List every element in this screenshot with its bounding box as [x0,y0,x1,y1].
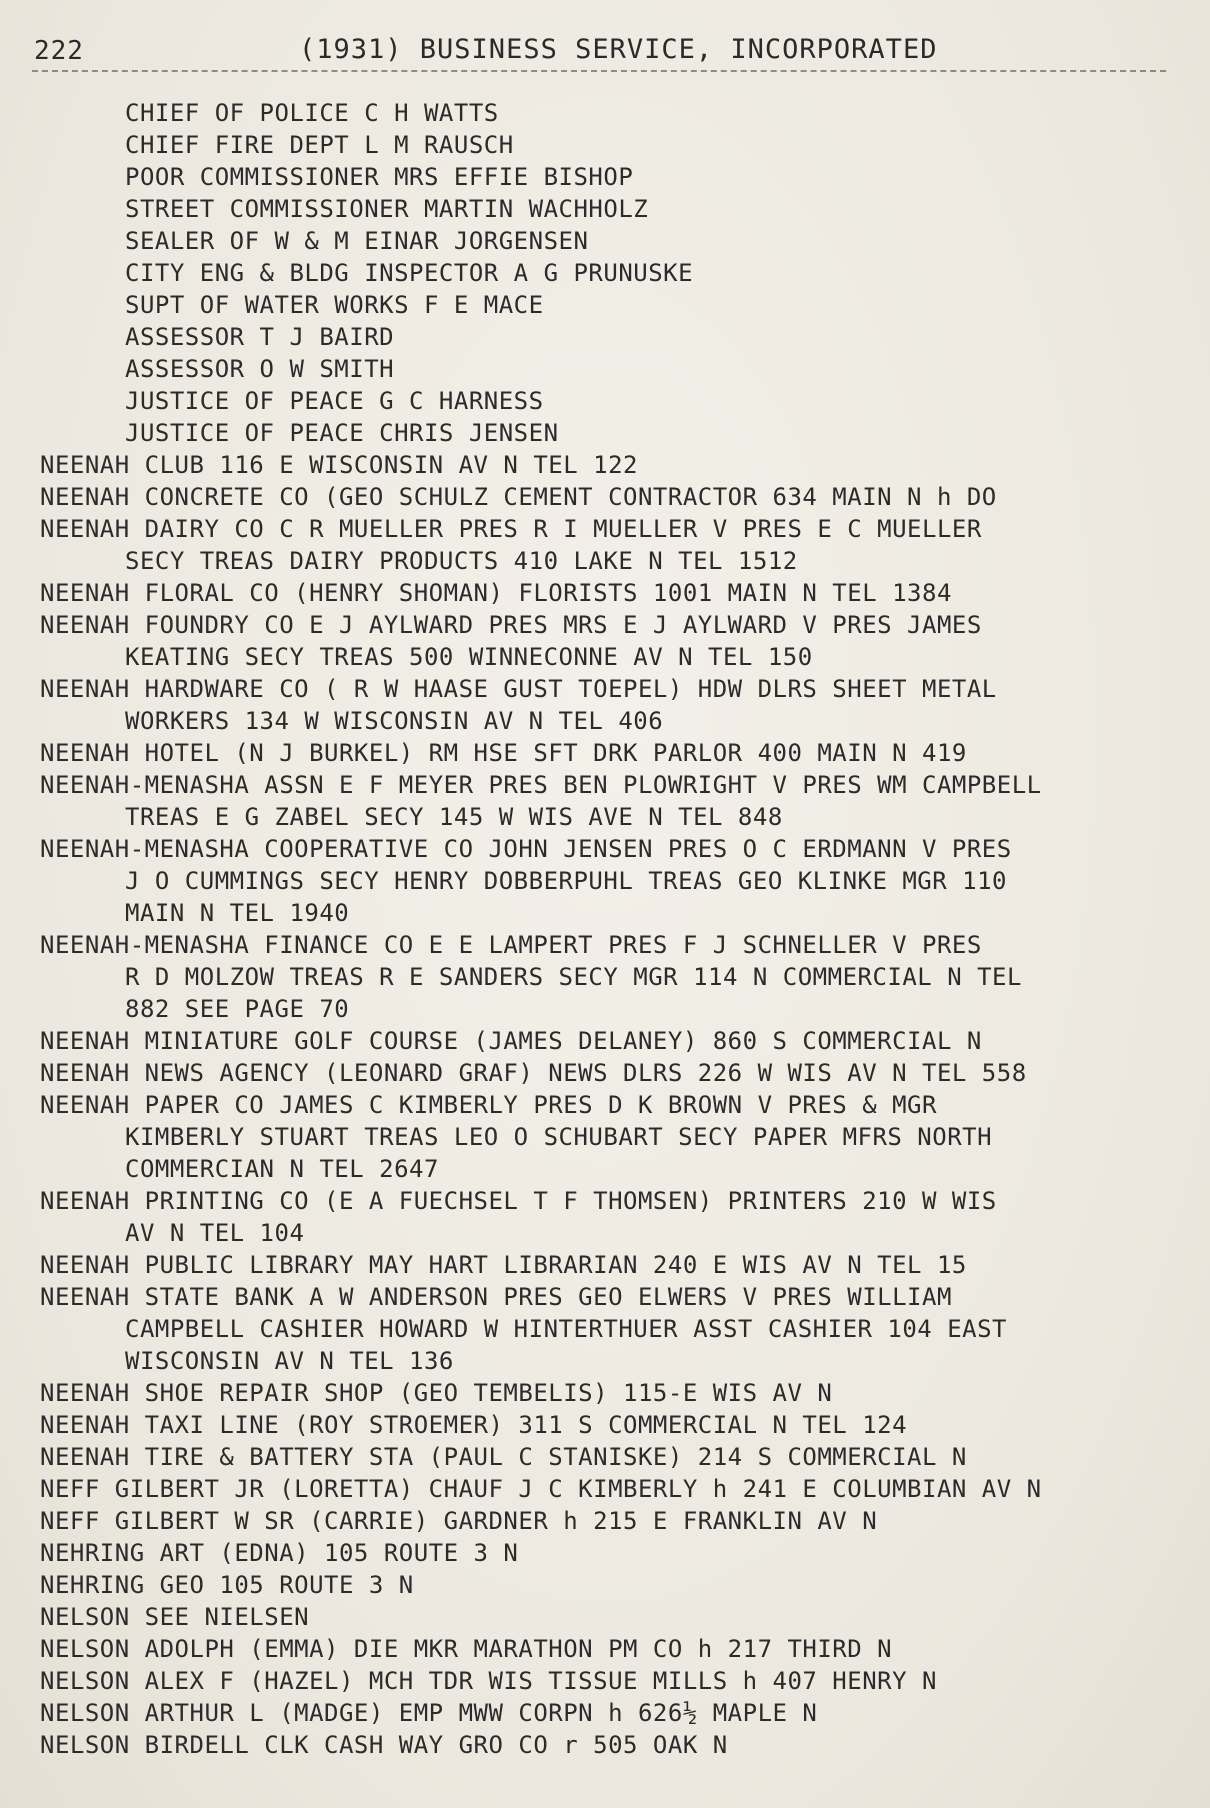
directory-entry-line: NEENAH NEWS AGENCY (LEONARD GRAF) NEWS DLRS 226 W WIS AV N TEL 558 [40,1059,1027,1087]
directory-continuation-line: MAIN N TEL 1940 [125,899,350,927]
directory-continuation-line: ASSESSOR T J BAIRD [125,323,395,351]
directory-entry-line: NEHRING ART (EDNA) 105 ROUTE 3 N [40,1539,519,1567]
directory-continuation-line: JUSTICE OF PEACE CHRIS JENSEN [125,419,559,447]
directory-entry-line: NEENAH MINIATURE GOLF COURSE (JAMES DELANEY) 860 S COMMERCIAL N [40,1027,982,1055]
directory-entry-line: NELSON ADOLPH (EMMA) DIE MKR MARATHON PM CO h 217 THIRD N [40,1635,893,1663]
directory-entry-line: NELSON SEE NIELSEN [40,1603,310,1631]
directory-entry-line: NEENAH-MENASHA FINANCE CO E E LAMPERT PRES F J SCHNELLER V PRES [40,931,982,959]
directory-entry-line: NELSON ARTHUR L (MADGE) EMP MWW CORPN h 626½ MAPLE N [40,1699,818,1727]
directory-entry-line: NELSON ALEX F (HAZEL) MCH TDR WIS TISSUE MILLS h 407 HENRY N [40,1667,937,1695]
directory-continuation-line: WISCONSIN AV N TEL 136 [125,1347,454,1375]
directory-continuation-line: SECY TREAS DAIRY PRODUCTS 410 LAKE N TEL 1512 [125,547,798,575]
directory-continuation-line: JUSTICE OF PEACE G C HARNESS [125,387,544,415]
directory-entry-line: NEENAH CLUB 116 E WISCONSIN AV N TEL 122 [40,451,638,479]
directory-entry-line: NEENAH PUBLIC LIBRARY MAY HART LIBRARIAN 240 E WIS AV N TEL 15 [40,1251,967,1279]
directory-entry-line: NEENAH STATE BANK A W ANDERSON PRES GEO ELWERS V PRES WILLIAM [40,1283,952,1311]
directory-entry-line: NEENAH FOUNDRY CO E J AYLWARD PRES MRS E J AYLWARD V PRES JAMES [40,611,982,639]
directory-entry-line: NEENAH-MENASHA ASSN E F MEYER PRES BEN PLOWRIGHT V PRES WM CAMPBELL [40,771,1042,799]
directory-continuation-line: COMMERCIAN N TEL 2647 [125,1155,439,1183]
directory-continuation-line: WORKERS 134 W WISCONSIN AV N TEL 406 [125,707,664,735]
directory-continuation-line: SEALER OF W & M EINAR JORGENSEN [125,227,589,255]
page-title: (1931) BUSINESS SERVICE, INCORPORATED [299,34,938,65]
directory-continuation-line: POOR COMMISSIONER MRS EFFIE BISHOP [125,163,634,191]
directory-continuation-line: CHIEF OF POLICE C H WATTS [125,99,499,127]
directory-entry-line: NEENAH SHOE REPAIR SHOP (GEO TEMBELIS) 115-E WIS AV N [40,1379,833,1407]
directory-continuation-line: CITY ENG & BLDG INSPECTOR A G PRUNUSKE [125,259,694,287]
directory-entry-line: NEENAH CONCRETE CO (GEO SCHULZ CEMENT CONTRACTOR 634 MAIN N h DO [40,483,997,511]
directory-entry-line: NEENAH PAPER CO JAMES C KIMBERLY PRES D K BROWN V PRES & MGR [40,1091,937,1119]
directory-entry-line: NELSON BIRDELL CLK CASH WAY GRO CO r 505 OAK N [40,1731,728,1759]
directory-entry-line: NEHRING GEO 105 ROUTE 3 N [40,1571,414,1599]
directory-continuation-line: J O CUMMINGS SECY HENRY DOBBERPUHL TREAS GEO KLINKE MGR 110 [125,867,1008,895]
directory-entry-line: NEENAH HOTEL (N J BURKEL) RM HSE SFT DRK PARLOR 400 MAIN N 419 [40,739,967,767]
directory-continuation-line: AV N TEL 104 [125,1219,305,1247]
directory-entry-line: NEENAH DAIRY CO C R MUELLER PRES R I MUELLER V PRES E C MUELLER [40,515,982,543]
directory-entry-line: NEENAH PRINTING CO (E A FUECHSEL T F THOMSEN) PRINTERS 210 W WIS [40,1187,997,1215]
page-header [34,28,1164,72]
header-divider [32,70,1166,72]
directory-entry-line: NEFF GILBERT W SR (CARRIE) GARDNER h 215 E FRANKLIN AV N [40,1507,878,1535]
directory-continuation-line: STREET COMMISSIONER MARTIN WACHHOLZ [125,195,649,223]
directory-continuation-line: 882 SEE PAGE 70 [125,995,350,1023]
directory-continuation-line: TREAS E G ZABEL SECY 145 W WIS AVE N TEL 848 [125,803,783,831]
directory-continuation-line: R D MOLZOW TREAS R E SANDERS SECY MGR 114 N COMMERCIAL N TEL [125,963,1022,991]
directory-listing [40,97,1190,1761]
directory-entry-line: NEFF GILBERT JR (LORETTA) CHAUF J C KIMBERLY h 241 E COLUMBIAN AV N [40,1475,1042,1503]
directory-continuation-line: CHIEF FIRE DEPT L M RAUSCH [125,131,514,159]
directory-entry-line: NEENAH TAXI LINE (ROY STROEMER) 311 S COMMERCIAL N TEL 124 [40,1411,908,1439]
directory-continuation-line: KEATING SECY TREAS 500 WINNECONNE AV N TEL 150 [125,643,813,671]
directory-entry-line: NEENAH FLORAL CO (HENRY SHOMAN) FLORISTS 1001 MAIN N TEL 1384 [40,579,952,607]
directory-continuation-line: CAMPBELL CASHIER HOWARD W HINTERTHUER ASST CASHIER 104 EAST [125,1315,1008,1343]
directory-entry-line: NEENAH-MENASHA COOPERATIVE CO JOHN JENSEN PRES O C ERDMANN V PRES [40,835,1012,863]
directory-entry-line: NEENAH HARDWARE CO ( R W HAASE GUST TOEPEL) HDW DLRS SHEET METAL [40,675,997,703]
directory-continuation-line: SUPT OF WATER WORKS F E MACE [125,291,544,319]
page-number: 222 [34,36,84,66]
directory-continuation-line: KIMBERLY STUART TREAS LEO O SCHUBART SECY PAPER MFRS NORTH [125,1123,993,1151]
directory-continuation-line: ASSESSOR O W SMITH [125,355,395,383]
directory-entry-line: NEENAH TIRE & BATTERY STA (PAUL C STANISKE) 214 S COMMERCIAL N [40,1443,967,1471]
